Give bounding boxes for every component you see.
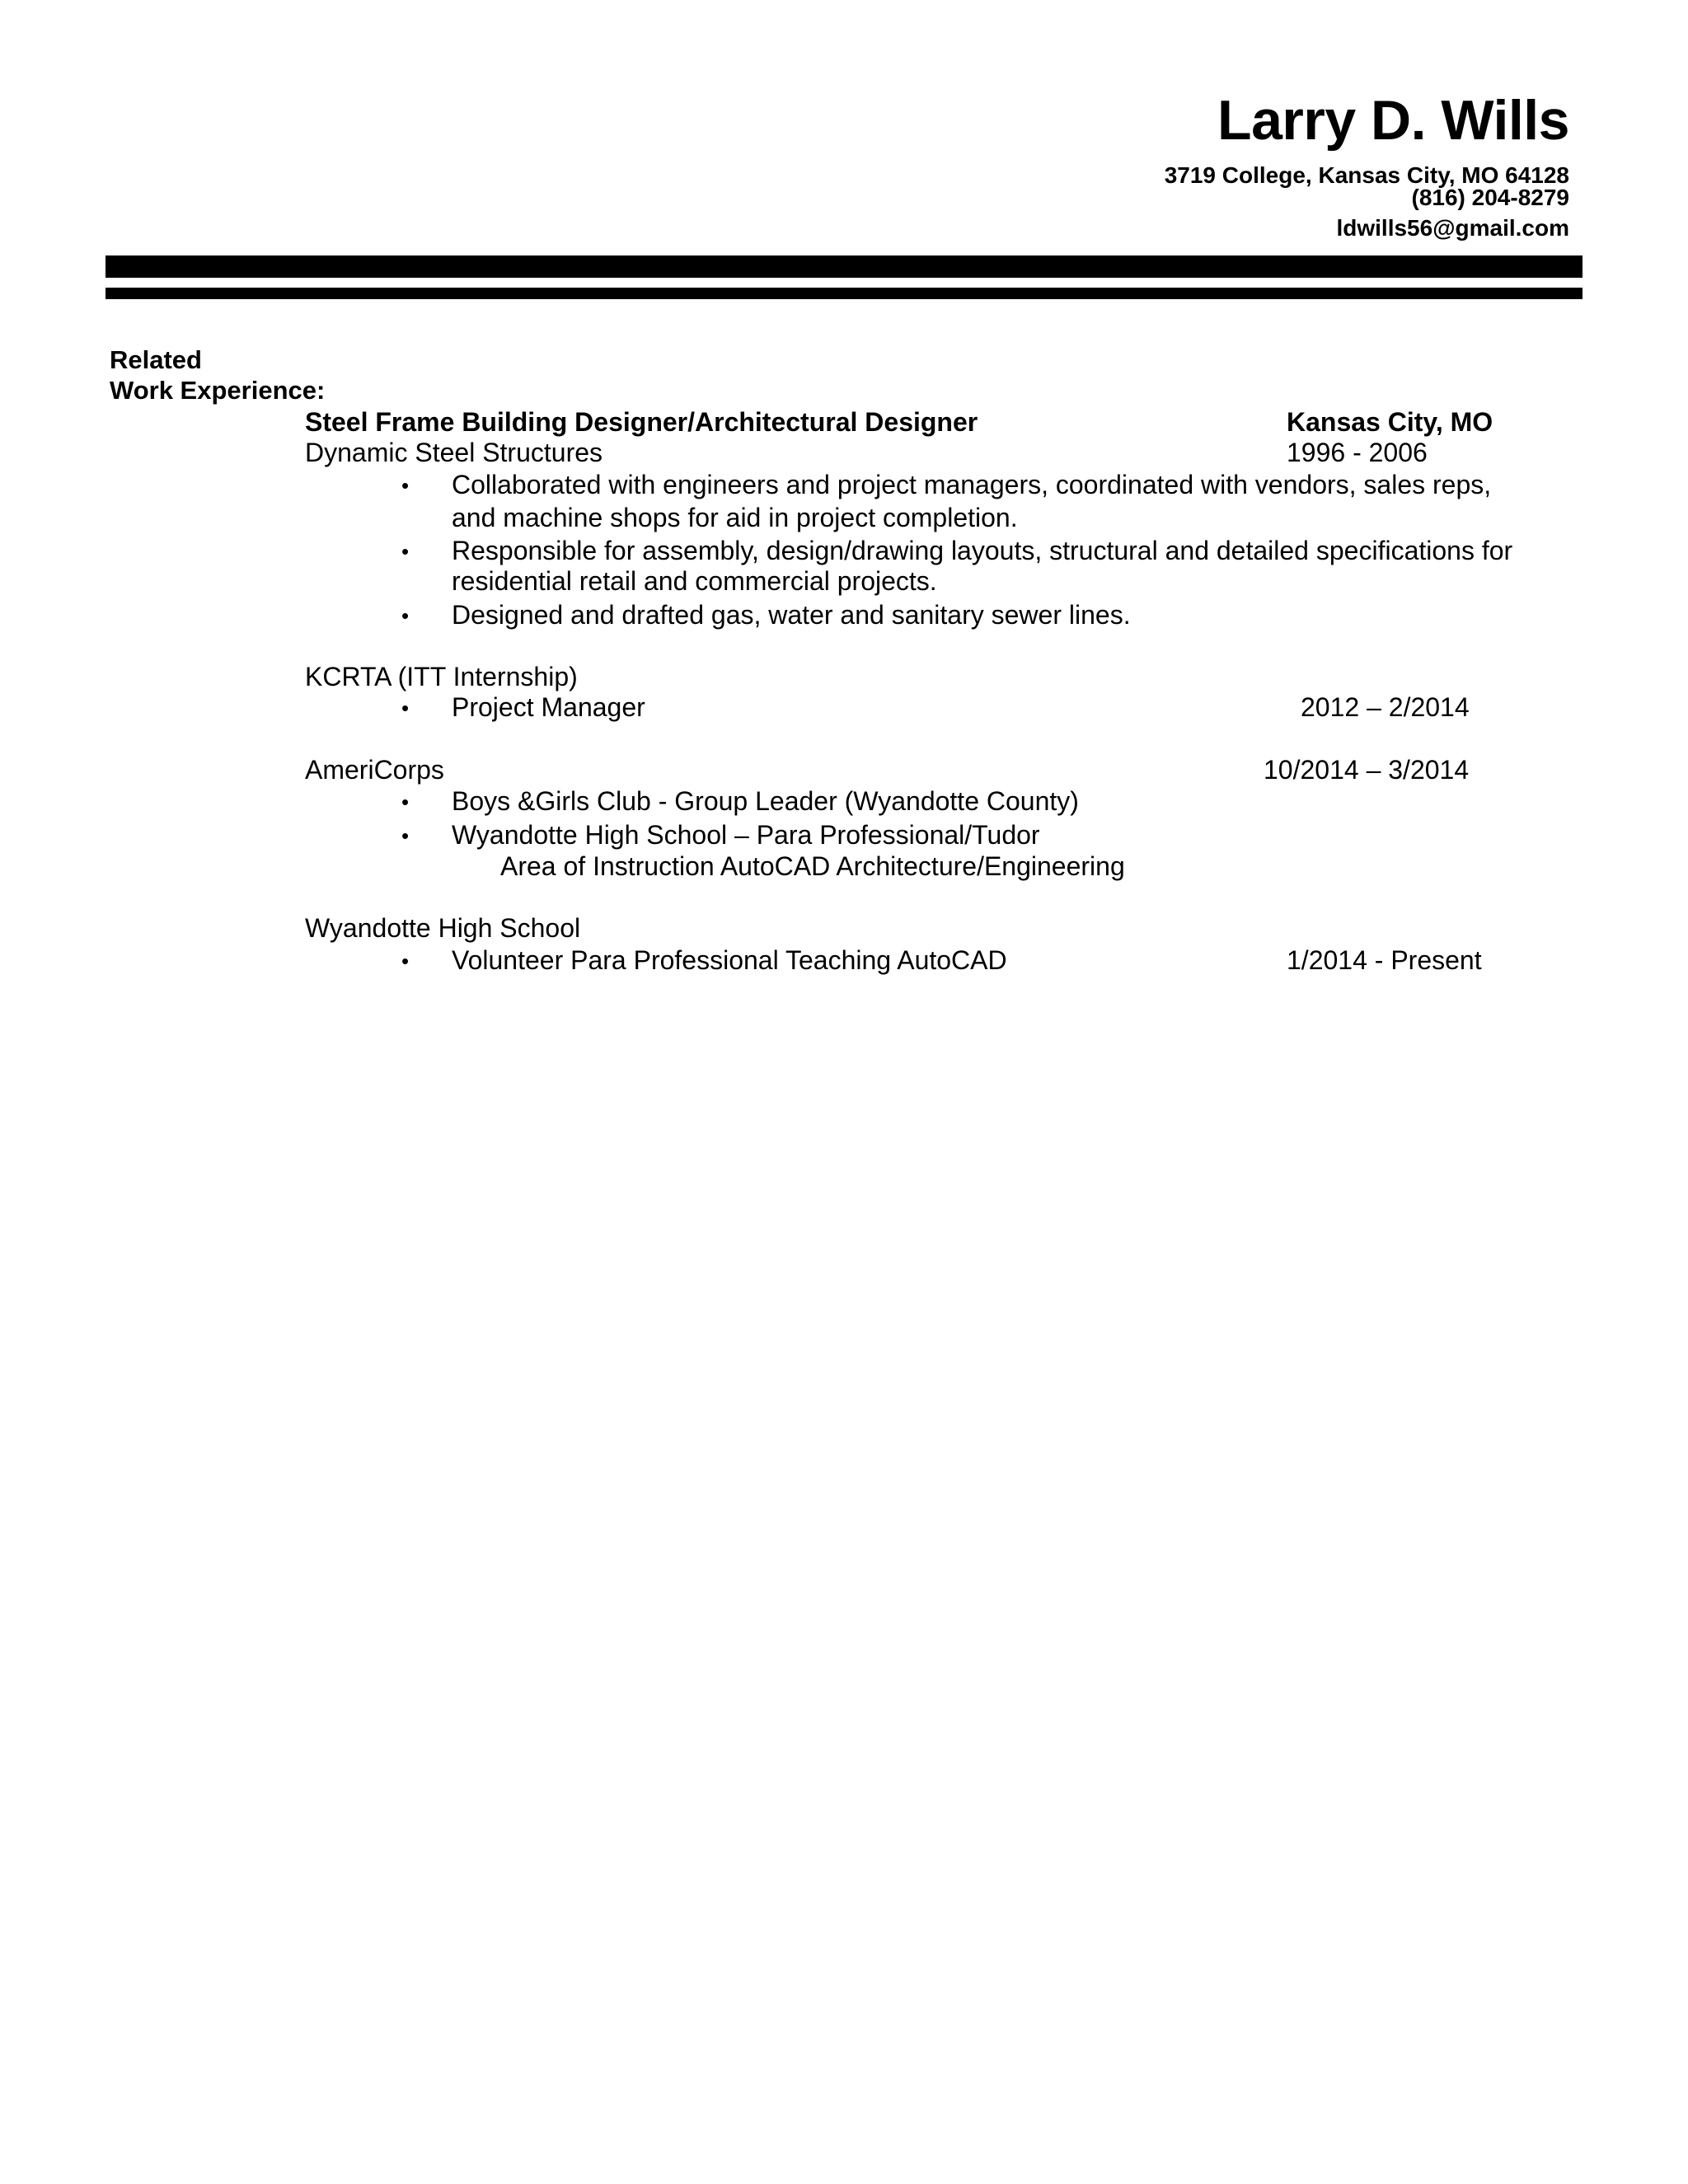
section-heading-line2: Work Experience: xyxy=(110,376,326,405)
divider-thick xyxy=(106,255,1582,278)
phone: (816) 204-8279 xyxy=(1411,185,1569,210)
candidate-name: Larry D. Wills xyxy=(1217,89,1569,152)
job-dates: 2012 – 2/2014 xyxy=(1301,692,1470,722)
section-heading-line1: Related xyxy=(110,345,202,374)
company-name: Wyandotte High School xyxy=(305,913,581,943)
bullet-icon: • xyxy=(401,539,410,564)
bullet-icon: • xyxy=(401,603,410,628)
bullet-text: Project Manager xyxy=(452,692,645,722)
divider-thin xyxy=(106,288,1582,299)
bullet-text: Wyandotte High School – Para Professional/Tudor xyxy=(452,820,1040,850)
bullet-text: Volunteer Para Professional Teaching AutoCAD xyxy=(452,945,1007,975)
bullet-text: Responsible for assembly, design/drawing layouts, structural and detailed specifications for xyxy=(452,536,1513,565)
bullet-icon: • xyxy=(401,790,410,814)
bullet-text: Boys &Girls Club - Group Leader (Wyandotte County) xyxy=(452,786,1079,816)
bullet-icon: • xyxy=(401,949,410,973)
bullet-text-continuation: residential retail and commercial projects. xyxy=(452,566,937,596)
job-dates: 10/2014 – 3/2014 xyxy=(1264,755,1470,785)
company-name: Dynamic Steel Structures xyxy=(305,438,603,467)
company-name: KCRTA (ITT Internship) xyxy=(305,662,578,691)
job-title: Steel Frame Building Designer/Architectural Designer xyxy=(305,407,978,437)
job-dates: 1/2014 - Present xyxy=(1287,945,1482,975)
address: 3719 College, Kansas City, MO 64128 xyxy=(1164,162,1569,188)
bullet-text: Designed and drafted gas, water and sanitary sewer lines. xyxy=(452,600,1131,630)
bullet-text-continuation: and machine shops for aid in project completion. xyxy=(452,503,1018,532)
bullet-subtext: Area of Instruction AutoCAD Architecture/Engineering xyxy=(500,851,1125,881)
job-dates: 1996 - 2006 xyxy=(1287,438,1428,467)
bullet-text: Collaborated with engineers and project managers, coordinated with vendors, sales reps, xyxy=(452,470,1492,499)
email: ldwills56@gmail.com xyxy=(1336,215,1569,241)
bullet-icon: • xyxy=(401,696,410,720)
bullet-icon: • xyxy=(401,823,410,848)
job-location: Kansas City, MO xyxy=(1287,407,1493,437)
bullet-icon: • xyxy=(401,473,410,498)
company-name: AmeriCorps xyxy=(305,755,444,785)
